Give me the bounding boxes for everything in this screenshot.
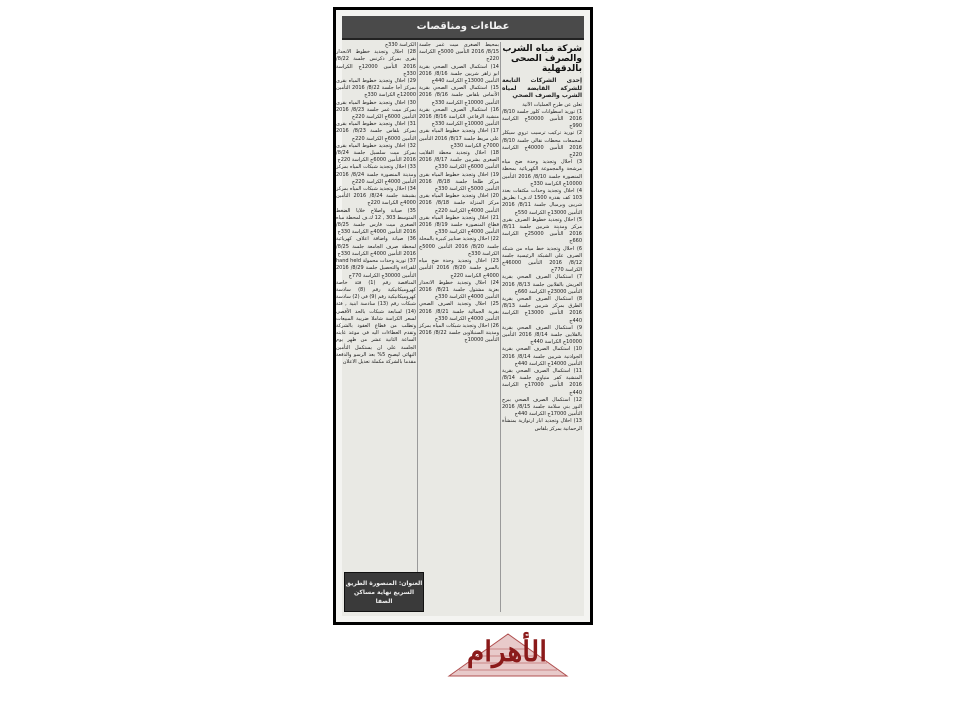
ahram-logo-text: الأهرام (466, 635, 548, 668)
tender-item: تعلن عن طرح العمليات الآتية (522, 101, 582, 108)
tender-item: 3) احلال وتجديد وحدة ضخ مياه مرشحة والمجموعة الكهربائية بمحطة المنصورة جلسة 8/10/ 2016 التأمين 10000ج الكراسة 330ج (502, 159, 582, 187)
tender-item: بمحيط الصغرى ميت غمر جلسة 8/15/ 2016 التأمين 5000ج الكراسة 220ج (419, 42, 499, 63)
left-column (336, 42, 416, 616)
tender-item: 29) احلال وتجديد خطوط المياه بقرى بمركز أجا جلسة 8/22/ 2016 التأمين 12000ج الكراسة 330ج (336, 78, 416, 99)
tender-item: 9) استكمال الصرف الصحي بقرية بالقلابين جلسة 8/14/ 2016 التأمين 10000ج الكراسة 440ج (502, 324, 582, 346)
tender-item: 33) احلال وتجديد شبكات المياه بمركز ومدينة المنصورة جلسة 8/24/ 2016 التأمين 4000ج الكراسة 220ج (336, 164, 417, 185)
tender-item: 18) احلال وتجديد محطة القلايب الصغرى بشربين جلسة 8/17/ 2016 التأمين 6000ج الكراسة 330ج (419, 150, 499, 171)
tender-item: 17) احلال وتجديد خطوط المياه بقرى على مريط جلسة 8/17/ 2016 التأمين 7000ج الكراسة 330ج (419, 128, 499, 149)
tender-item: 22) احلال وتجديد صنابير كبيرة بالمحلة جلسة 8/20/ 2016 التأمين 5000ج الكراسة 330ج (419, 236, 499, 257)
tender-item: 6) احلال وتجديد خط مياه من شبكة الصرف على الشبكة الرئيسية جلسة 8/12/ 2016 التأمين 46000ج الكراسة 770ج (502, 245, 582, 274)
tender-item: 4) احلال وتجديد وحدات مكثفات بعدد 103 كف بقدرة 1500 ك.ف.ا بطريق شربين وبرمبال جلسة 8/11/ 2016 التأمين 13000ج الكراسة 550ج (502, 187, 583, 216)
tender-item: 35) صيانة واصلاح خلايا الضغط المتوسط 303 , 12 ك.ف لمحطة مياه الصغرى ميت فارس جلسة 8/25/ 2016 التأمين 4000ج الكراسة 330ج (336, 207, 416, 236)
tender-item: الكراسة 330ج (384, 42, 416, 48)
tender-item: 12) استكمال الصرف الصحي ببرج النور بني سلامة جلسة 8/15/ 2016 التأمين 17000ج الكراسة 440ج (502, 396, 582, 418)
tender-item: 37) توريد وحدات محمولة hand held للقراءة والتحصيل جلسة 8/29/ 2016 التأمين 30000ج الكراسة 770ج (336, 258, 416, 279)
text-columns (336, 40, 584, 616)
tender-item: 28) احلال وتجديد خطوط الانحدار بقرى بمركز دكرنس جلسة 8/22/ 2016 التأمين 12000ج الكراسة 330ج (336, 49, 416, 77)
tender-item: 32) احلال وتجديد خطوط المياه بقرى بمركز ميت سلسيل جلسة 8/24/ 2016 التأمين 6000ج الكراسة 220ج (336, 142, 416, 164)
tender-item: 10) استكمال الصرف الصحي بقرية الجوادنية شربين جلسة 8/14/ 2016 التأمين 14000ج الكراسة 440ج (502, 346, 582, 367)
tender-item: 8) استكمال الصرف الصحي بقرية الطرق بمركز شربين جلسة 8/13/ 2016 التأمين 13000ج الكراسة 440ج (502, 295, 582, 324)
tender-item: 13) احلال وتجديد ابار ارتوازية بمنشأة الرحمانية بمركز بلقاس (502, 418, 582, 432)
tender-item: 23) احلال وتجديد وحدة ضخ مياه بالسرو جلسة 8/20/ 2016 التأمين 4000ج الكراسة 220ج (419, 258, 499, 279)
tender-item: 34) احلال وتجديد شبكات المياه بمركز بشبشة جلسة 8/24/ 2016 التأمين 4000ج الكراسة 220ج (336, 186, 416, 207)
tender-item: 1) توريد اسطوانات كلور جلسة 8/10/ 2016 التأمين 50000ج الكراسة 990ج (502, 108, 582, 130)
tender-item: 36) صيانة واضافة اعلاف كهربائية لمحطة صرف الجامعة جلسة 8/25/ 2016 التأمين 4000ج الكراسة 330ج (336, 236, 416, 257)
tender-item: 16) استكمال الصرف الصحي بقرية منشية الرفاعي الكراسة 8/16/ 2016 التأمين 10000ج الكراسة 330ج (419, 106, 499, 128)
tender-item: 11) استكمال الصرف الصحي بقرية المنشية كفر منياوي جلسة 8/14/ 2016 التأمين 17000ج الكراسة 440ج (502, 368, 582, 396)
tender-item: 14) استكمال الصرف الصحي بقرية ابو زاهر شربين جلسة 8/16/ 2016 التأمين 13000ج الكراسة 440ج (419, 63, 499, 85)
company-name: شركة مياه الشرب والصرف الصحى بالدقهلية (502, 44, 582, 74)
right-column (502, 42, 582, 616)
tender-item: المناقصة رقم (1) فئة خاصة كهروميكانيكية رقم (8) سادسة كهروميكانيكية رقم (9) فى (2) سادسة شبكات رقم (13) سادسة ابنية , فئة (14) لسابعة شبكات بالحد الأقصى لسعر الكراسة شاملا ضريبة المبيعات وتطلب من قطاع العقود بالشركة وتقدم العطاءات اليه فى موعد غايته الساعة الثانية عشر من ظهر يوم الجلسة على ان يستكمل التأمين النهائى ليصبح 5% بعد الرسو والدفعة مقدما بالشركة مكملة تعديل الاعلان (336, 279, 417, 365)
tender-item: 31) احلال وتجديد خطوط المياه بقرى بمركز بلقاس جلسة 8/23/ 2016 التأمين 6000ج الكراسة 220ج (336, 121, 416, 142)
newspaper-clipping (336, 16, 584, 616)
tender-item: 5) احلال وتجديد خطوط الصرف بقرى مركز ومدينة شربين جلسة 8/11/ 2016 التأمين 25000ج الكراسة 660ج (502, 216, 582, 245)
tender-item: 21) احلال وتجديد خطوط المياه بقرى قطاع المنصورة جلسة 8/19/ 2016 التأمين 4000ج الكراسة 330ج (419, 214, 499, 236)
column-divider (417, 42, 418, 612)
tender-item: 26) احلال وتجديد شبكات المياه بمركز ومدينة السنبلاوين جلسة 8/22/ 2016 التأمين 10000ج (419, 322, 499, 344)
newspaper-clipping-frame (333, 7, 593, 625)
address-box: العنوان: المنصورة الطريق السريع نهاية مساكن الصفا (344, 572, 424, 612)
middle-column (419, 42, 499, 616)
tender-item: 2) توريد تركيب ترسيب ثروي سيكلر لمجمعات محطات نقالى جلسة 8/10/ 2016 التأمين 40000ج الكراسة 220ج (502, 130, 582, 158)
tender-item: 7) استكمال الصرف الصحي بقرية العريش بالقلابين جلسة 8/13/ 2016 التأمين 23000ج الكراسة 660ج (502, 274, 582, 295)
ahram-logo (439, 630, 577, 678)
tender-item: 24) احلال وتجديد خطوط الانحدار بعزبة مشتول جلسة 8/21/ 2016 التأمين 4000ج الكراسة 330ج (419, 279, 500, 301)
tender-item: 30) احلال وتجديد خطوط المياه بقرى بمركز ميت غمر جلسة 8/23/ 2016 التأمين 6000ج الكراسة 220ج (336, 99, 416, 121)
tender-item: 15) استكمال الصرف الصحي بقرية الأتماس بلقاس جلسة 8/16/ 2016 التأمين 10000ج الكراسة 330ج (419, 85, 499, 106)
section-header: عطاءات ومناقصات (342, 16, 584, 40)
column-divider (500, 42, 501, 612)
company-subtitle: إحدى الشركات التابعة للشركة القابضة لمياه الشرب والصرف الصحي (502, 77, 582, 99)
tender-item: 25) احلال وتجديد الصرف الصحي بقرية الجمالية جلسة 8/21/ 2016 التأمين 4000ج الكراسة 330ج (419, 301, 499, 322)
tender-item: 19) احلال وتجديد خطوط المياه بقرى مركز طلخا جلسة 8/18/ 2016 التأمين 5000ج الكراسة 330ج (419, 171, 499, 193)
tender-item: 20) احلال وتجديد خطوط المياه بقرى مركز المنزلة جلسة 8/18/ 2016 التأمين 4000ج الكراسة 220ج (419, 193, 499, 214)
